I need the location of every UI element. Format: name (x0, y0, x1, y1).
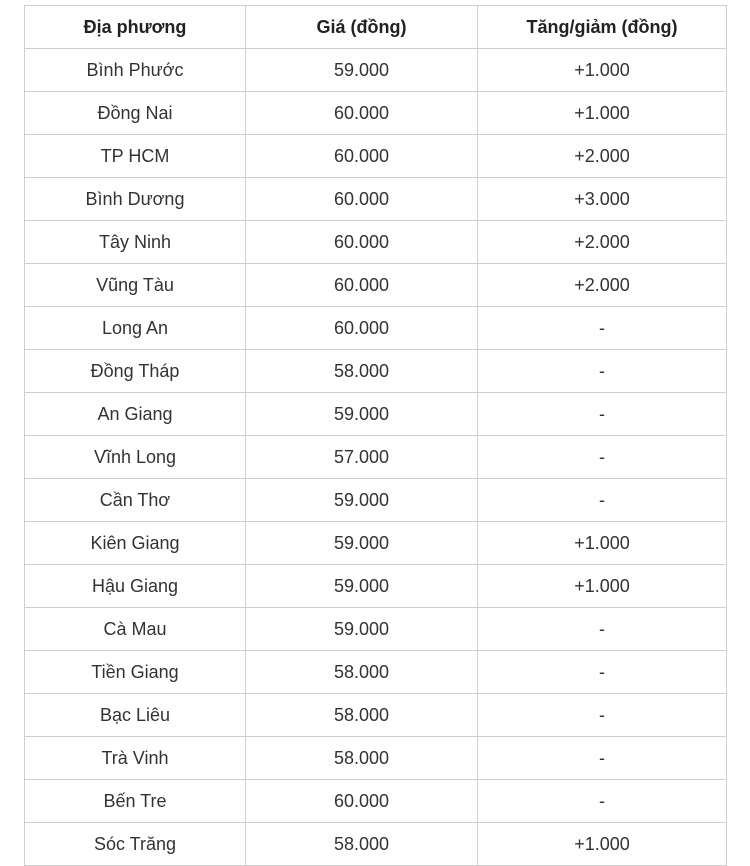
cell-region: Hậu Giang (25, 565, 246, 608)
cell-region: Kiên Giang (25, 522, 246, 565)
table-row (25, 393, 727, 436)
cell-region: An Giang (25, 393, 246, 436)
table-row (25, 522, 727, 565)
cell-region: Vũng Tàu (25, 264, 246, 307)
cell-change: - (478, 780, 727, 823)
cell-change: +1.000 (478, 49, 727, 92)
cell-region: Long An (25, 307, 246, 350)
cell-price: 59.000 (246, 393, 478, 436)
cell-price: 60.000 (246, 178, 478, 221)
cell-price: 60.000 (246, 307, 478, 350)
cell-change: - (478, 694, 727, 737)
cell-region: Bạc Liêu (25, 694, 246, 737)
header-price: Giá (đồng) (246, 6, 478, 49)
table-row (25, 737, 727, 780)
table-row (25, 608, 727, 651)
cell-change: - (478, 393, 727, 436)
cell-change: +1.000 (478, 522, 727, 565)
cell-change: - (478, 436, 727, 479)
cell-region: Cà Mau (25, 608, 246, 651)
cell-price: 59.000 (246, 479, 478, 522)
header-row (25, 6, 727, 49)
cell-change: - (478, 479, 727, 522)
cell-region: Tiền Giang (25, 651, 246, 694)
cell-change: +2.000 (478, 221, 727, 264)
cell-price: 59.000 (246, 608, 478, 651)
cell-change: +2.000 (478, 264, 727, 307)
cell-change: +1.000 (478, 92, 727, 135)
table-row (25, 92, 727, 135)
cell-change: +2.000 (478, 135, 727, 178)
header-change: Tăng/giảm (đồng) (478, 6, 727, 49)
cell-price: 60.000 (246, 264, 478, 307)
cell-price: 58.000 (246, 737, 478, 780)
table-row (25, 479, 727, 522)
table-row (25, 49, 727, 92)
table-row (25, 350, 727, 393)
cell-change: - (478, 350, 727, 393)
cell-change: - (478, 737, 727, 780)
cell-change: - (478, 307, 727, 350)
cell-region: Vĩnh Long (25, 436, 246, 479)
cell-price: 57.000 (246, 436, 478, 479)
table-body (25, 49, 727, 866)
cell-change: +1.000 (478, 823, 727, 866)
cell-region: Sóc Trăng (25, 823, 246, 866)
cell-price: 60.000 (246, 221, 478, 264)
cell-region: Cần Thơ (25, 479, 246, 522)
cell-change: +3.000 (478, 178, 727, 221)
table-row (25, 436, 727, 479)
cell-region: Bình Dương (25, 178, 246, 221)
cell-price: 58.000 (246, 651, 478, 694)
cell-price: 58.000 (246, 823, 478, 866)
cell-region: Đồng Tháp (25, 350, 246, 393)
table-row (25, 694, 727, 737)
cell-price: 59.000 (246, 522, 478, 565)
table-row (25, 780, 727, 823)
cell-price: 60.000 (246, 135, 478, 178)
cell-region: Trà Vinh (25, 737, 246, 780)
table-header (25, 6, 727, 49)
cell-price: 59.000 (246, 49, 478, 92)
header-region: Địa phương (25, 6, 246, 49)
cell-region: Bình Phước (25, 49, 246, 92)
table-row (25, 823, 727, 866)
cell-change: - (478, 651, 727, 694)
cell-price: 58.000 (246, 350, 478, 393)
table-row (25, 178, 727, 221)
cell-region: Bến Tre (25, 780, 246, 823)
cell-region: TP HCM (25, 135, 246, 178)
table-row (25, 221, 727, 264)
cell-price: 58.000 (246, 694, 478, 737)
price-table (24, 5, 727, 866)
cell-price: 59.000 (246, 565, 478, 608)
table-row (25, 651, 727, 694)
table-row (25, 565, 727, 608)
table-row (25, 135, 727, 178)
cell-price: 60.000 (246, 92, 478, 135)
cell-region: Đồng Nai (25, 92, 246, 135)
table-row (25, 264, 727, 307)
cell-change: - (478, 608, 727, 651)
cell-price: 60.000 (246, 780, 478, 823)
table-row (25, 307, 727, 350)
cell-region: Tây Ninh (25, 221, 246, 264)
cell-change: +1.000 (478, 565, 727, 608)
